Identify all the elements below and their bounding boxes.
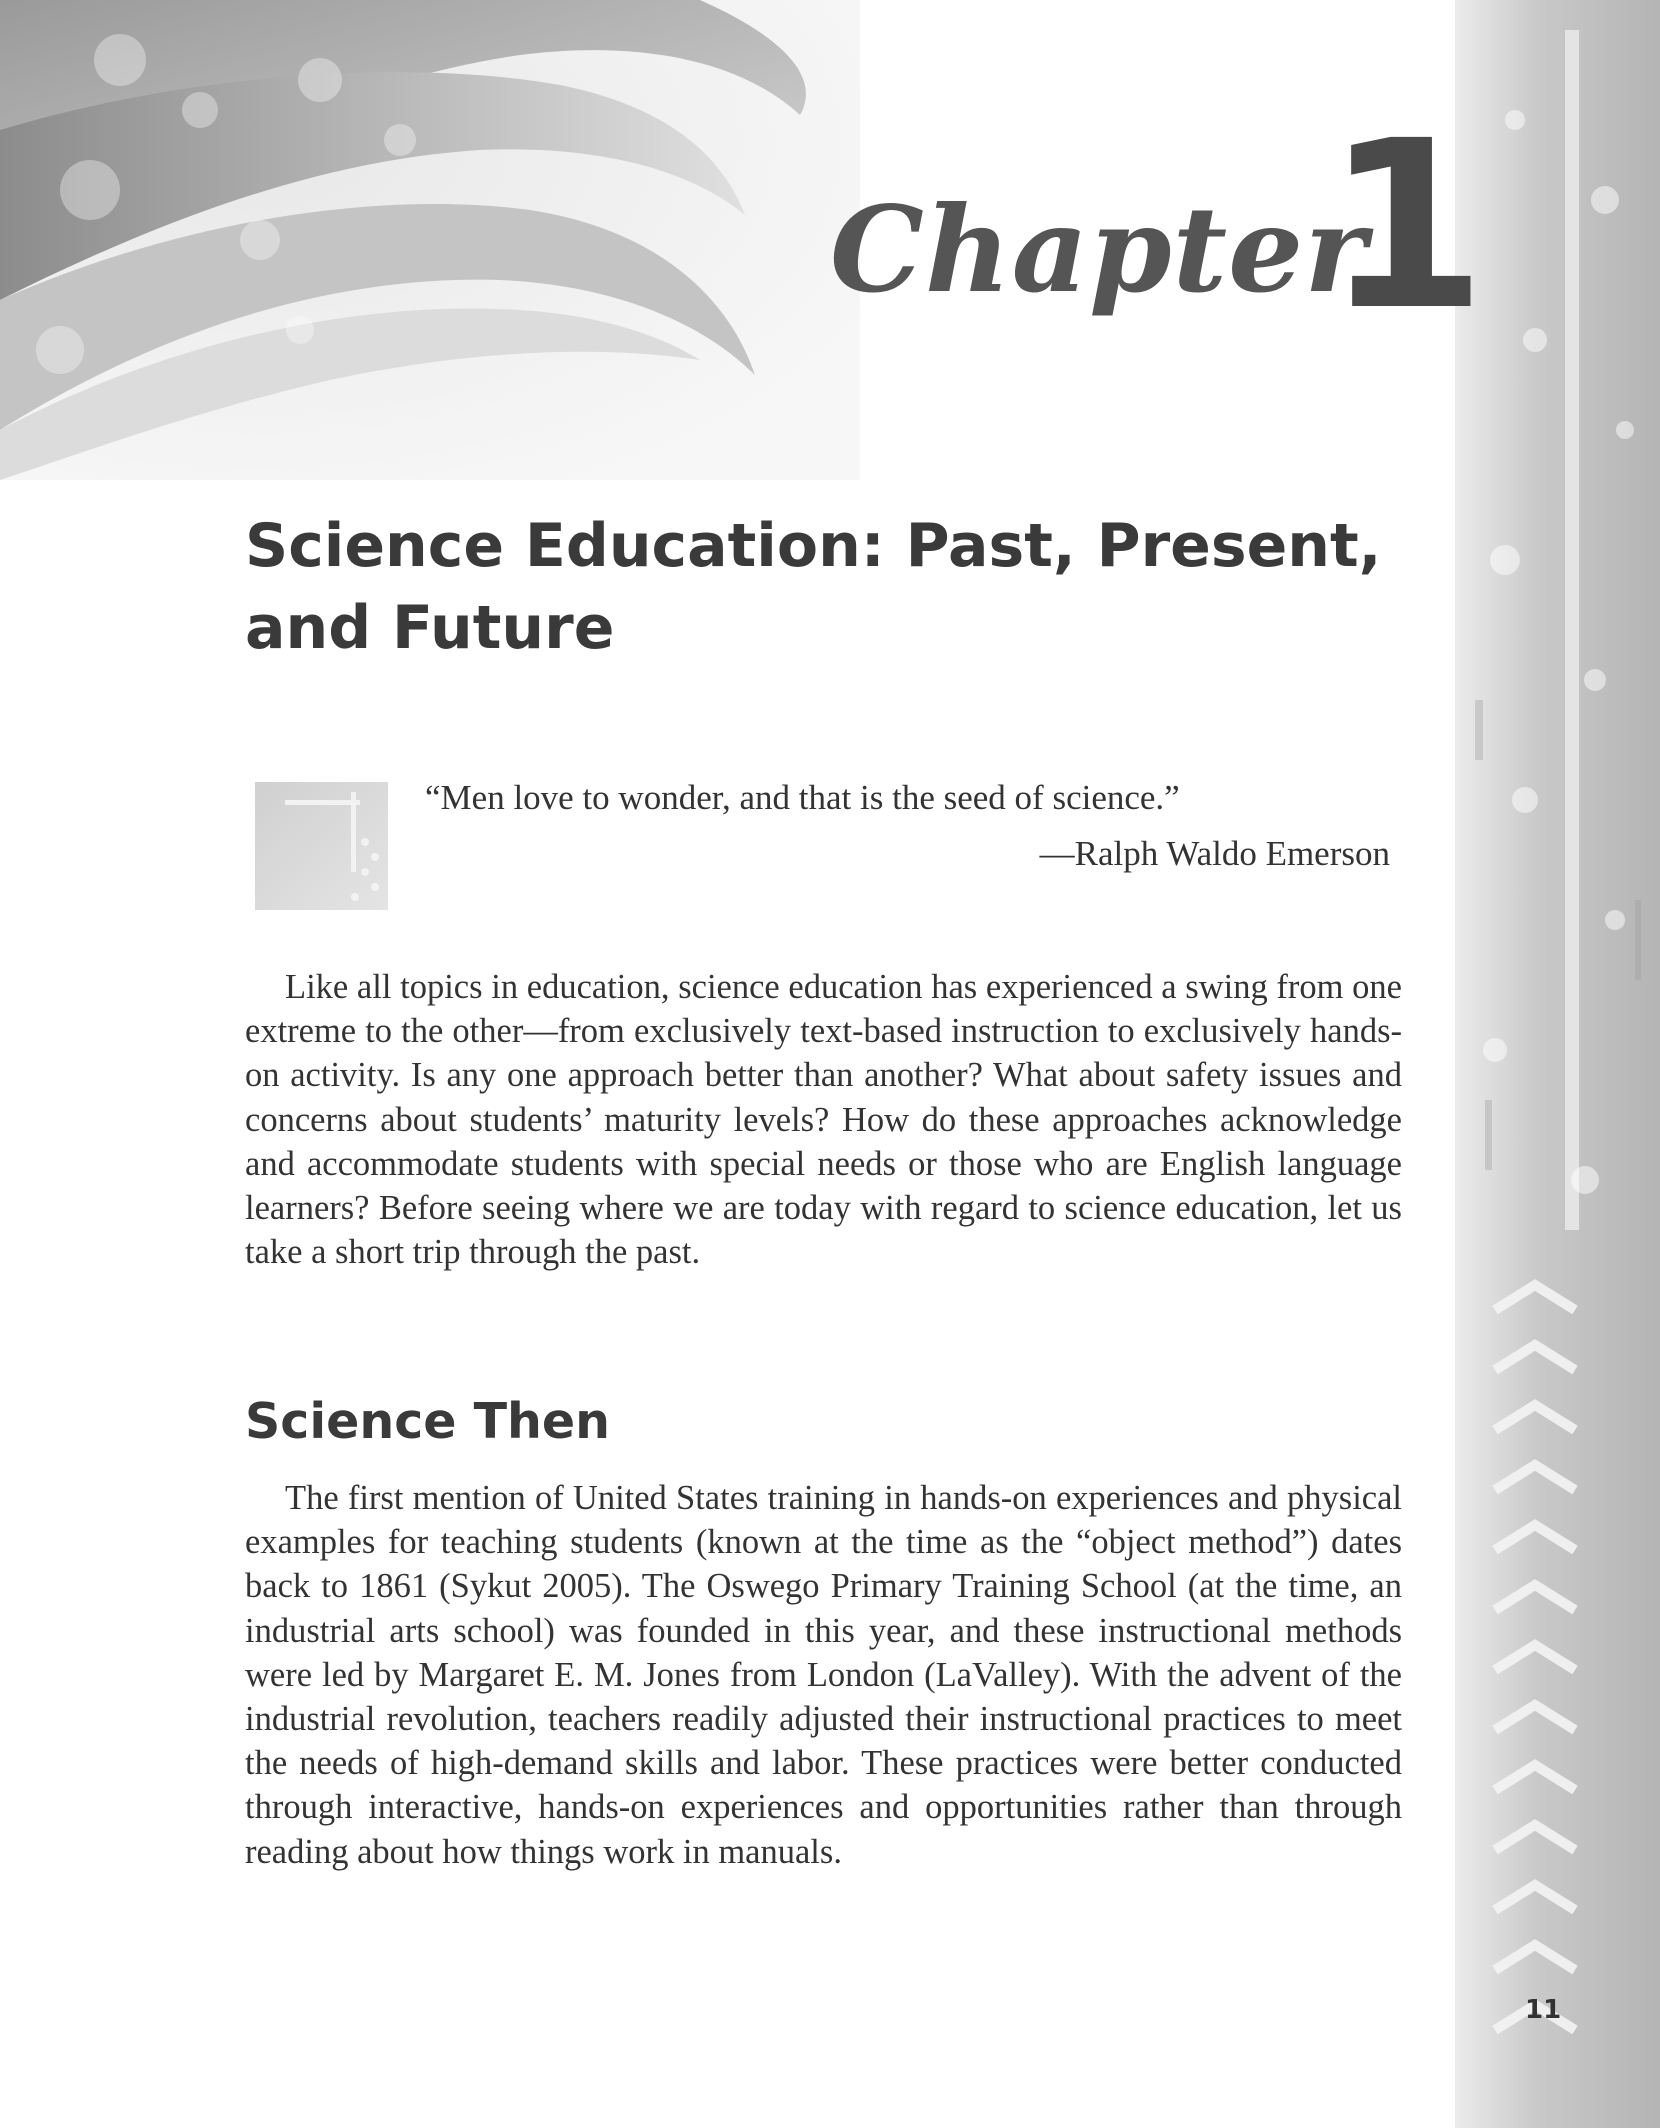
quote-decoration [255, 782, 388, 910]
epigraph-attribution: —Ralph Waldo Emerson [1039, 834, 1390, 873]
epigraph-quote: “Men love to wonder, and that is the seed of science.” [425, 778, 1180, 817]
chapter-heading [820, 91, 1487, 361]
chapter-title [245, 505, 1395, 669]
chapter-number: 1 [1325, 91, 1487, 361]
chapter-title-line-2: and Future [245, 593, 615, 663]
section-heading: Science Then [245, 1393, 611, 1450]
chapter-label: Chapter [830, 180, 1368, 319]
page-number: 11 [1525, 1995, 1562, 2025]
decorative-swoosh-graphic [0, 0, 860, 480]
intro-paragraph: Like all topics in education, science education has experienced a swing from one extreme to the other—from exclusively text-based instruction to exclusively hands-on activity. Is any one approach better than another? What about safety issues and concerns about students’ maturity levels? How do these approaches acknowledge and accommodate students with special needs or those who are English language learners? Before seeing where we are today with regard to science education, let us take a short trip through the past. [245, 968, 1402, 1272]
section-paragraph: The first mention of United States training in hands-on experiences and physical examples for teaching students (known at the time as the “object method”) dates back to 1861 (Sykut 2005). The Oswego Primary Training School (at the time, an industrial arts school) was founded in this year, and these instructional methods were led by Margaret E. M. Jones from London (LaValley). With the advent of the industrial revolution, teachers readily adjusted their instructional practices to meet the needs of high-demand skills and labor. These practices were better conducted through interactive, hands-on experiences and opportunities rather than through reading about how things work in manuals. [245, 1479, 1402, 1871]
chapter-title-line-1: Science Education: Past, Present, [245, 511, 1382, 581]
